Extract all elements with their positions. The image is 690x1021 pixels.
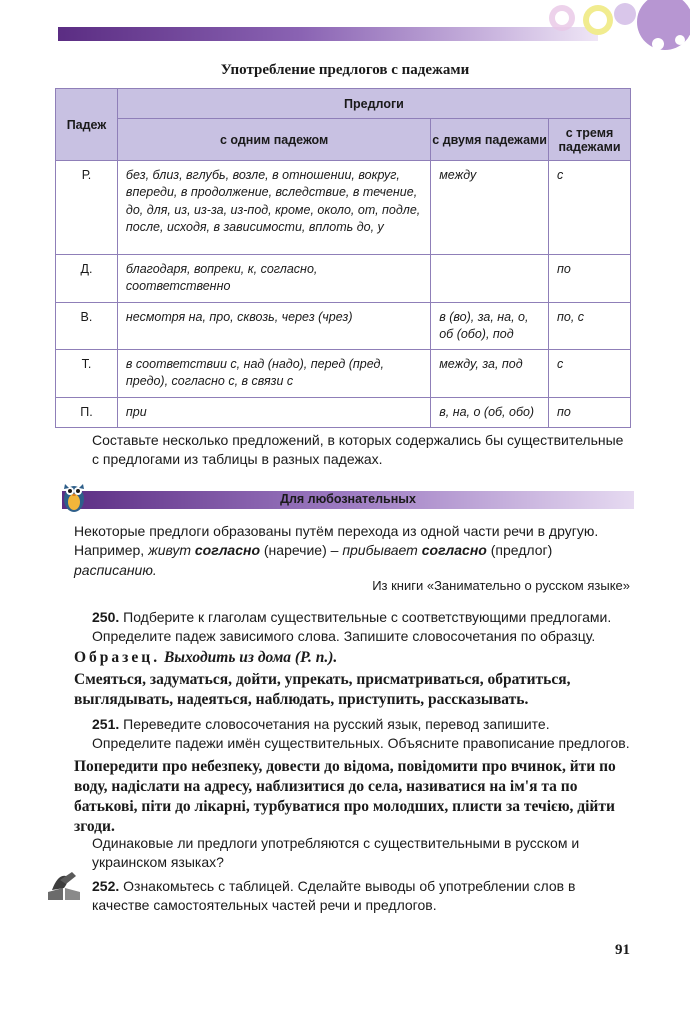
two-case-cell: в (во), за, на, о, об (обо), под bbox=[431, 302, 549, 350]
ukrainian-phrases: Попередити про небезпеку, довести до відома, повідомити про вчинок, йти по воду, надіслати на адресу, наблизитися до села, називатися на ім'я та по батькові, піти до лікарні, турбуватися про молодших, плисти за течією, дійти згоди. bbox=[74, 758, 616, 836]
table-row bbox=[56, 161, 631, 255]
prepositions-table bbox=[55, 88, 631, 428]
one-case-cell: без, близ, вглубь, возле, в отношении, вокруг, впереди, в продолжение, вследствие, в течение, до, для, из, из-за, из-под, кроме, около, от, подле, после, исходя, в зависимости, вплоть до, у bbox=[117, 161, 430, 255]
header-two-cases: с двумя падежами bbox=[431, 119, 549, 161]
one-case-cell: несмотря на, про, сквозь, через (чрез) bbox=[117, 302, 430, 350]
table-row bbox=[56, 350, 631, 398]
table-question: Составьте несколько предложений, в которых содержались бы существительные с предлогами из таблицы в разных падежах. bbox=[92, 432, 624, 467]
three-case-cell: с bbox=[549, 350, 631, 398]
three-case-cell: по bbox=[549, 255, 631, 303]
table-row bbox=[56, 302, 631, 350]
table-title: Употребление предлогов с падежами bbox=[220, 62, 470, 78]
one-case-cell: благодаря, вопреки, к, согласно, соответственно bbox=[117, 255, 430, 303]
case-cell: Д. bbox=[56, 255, 118, 303]
two-case-cell: между bbox=[431, 161, 549, 255]
header-band bbox=[58, 27, 598, 41]
curious-text: Некоторые предлоги образованы путём перехода из одной части речи в другую. Например, живут согласно (наречие) – прибывает согласно (предлог) расписанию. bbox=[74, 523, 599, 578]
two-case-cell: между, за, под bbox=[431, 350, 549, 398]
three-case-cell: по bbox=[549, 397, 631, 427]
table-row bbox=[56, 255, 631, 303]
header-three-cases: с тремя падежами bbox=[549, 119, 631, 161]
owl-icon bbox=[60, 478, 88, 514]
task-251-question: Одинаковые ли предлоги употребляются с существительными в русском и украинском языках? bbox=[92, 835, 580, 871]
case-cell: Р. bbox=[56, 161, 118, 255]
two-case-cell bbox=[431, 255, 549, 303]
case-cell: П. bbox=[56, 397, 118, 427]
example-line: Образец. Выходить из дома (Р. п.). bbox=[74, 649, 338, 666]
case-cell: Т. bbox=[56, 350, 118, 398]
page-number: 91 bbox=[615, 942, 630, 958]
header-one-case: с одним падежом bbox=[117, 119, 430, 161]
case-cell: В. bbox=[56, 302, 118, 350]
verbs-list: Смеяться, задуматься, дойти, упрекать, присматриваться, обратиться, выглядывать, надеяться, наблюдать, приступить, рассказывать. bbox=[74, 671, 571, 709]
decorative-circles-icon bbox=[540, 0, 690, 60]
reading-book-icon bbox=[46, 870, 82, 902]
curious-title: Для любознательных bbox=[280, 492, 416, 506]
task-252: 252. Ознакомьтесь с таблицей. Сделайте выводы об употреблении слов в качестве самостоятельных частей речи и предлогов. bbox=[92, 878, 576, 914]
table-row bbox=[56, 397, 631, 427]
three-case-cell: с bbox=[549, 161, 631, 255]
two-case-cell: в, на, о (об, обо) bbox=[431, 397, 549, 427]
header-prepositions: Предлоги bbox=[117, 89, 630, 119]
header-case: Падеж bbox=[56, 89, 118, 161]
one-case-cell: при bbox=[117, 397, 430, 427]
task-251: 251. Переведите словосочетания на русский язык, перевод запишите. Определите падежи имён существительных. Объясните правописание предлогов. bbox=[92, 716, 630, 752]
source-note: Из книги «Занимательно о русском языке» bbox=[372, 578, 630, 593]
one-case-cell: в соответствии с, над (надо), перед (пред, предо), согласно с, в связи с bbox=[117, 350, 430, 398]
three-case-cell: по, с bbox=[549, 302, 631, 350]
task-250: 250. Подберите к глаголам существительные с соответствующими предлогами. Определите падеж зависимого слова. Запишите словосочетания по образцу. bbox=[92, 609, 612, 645]
